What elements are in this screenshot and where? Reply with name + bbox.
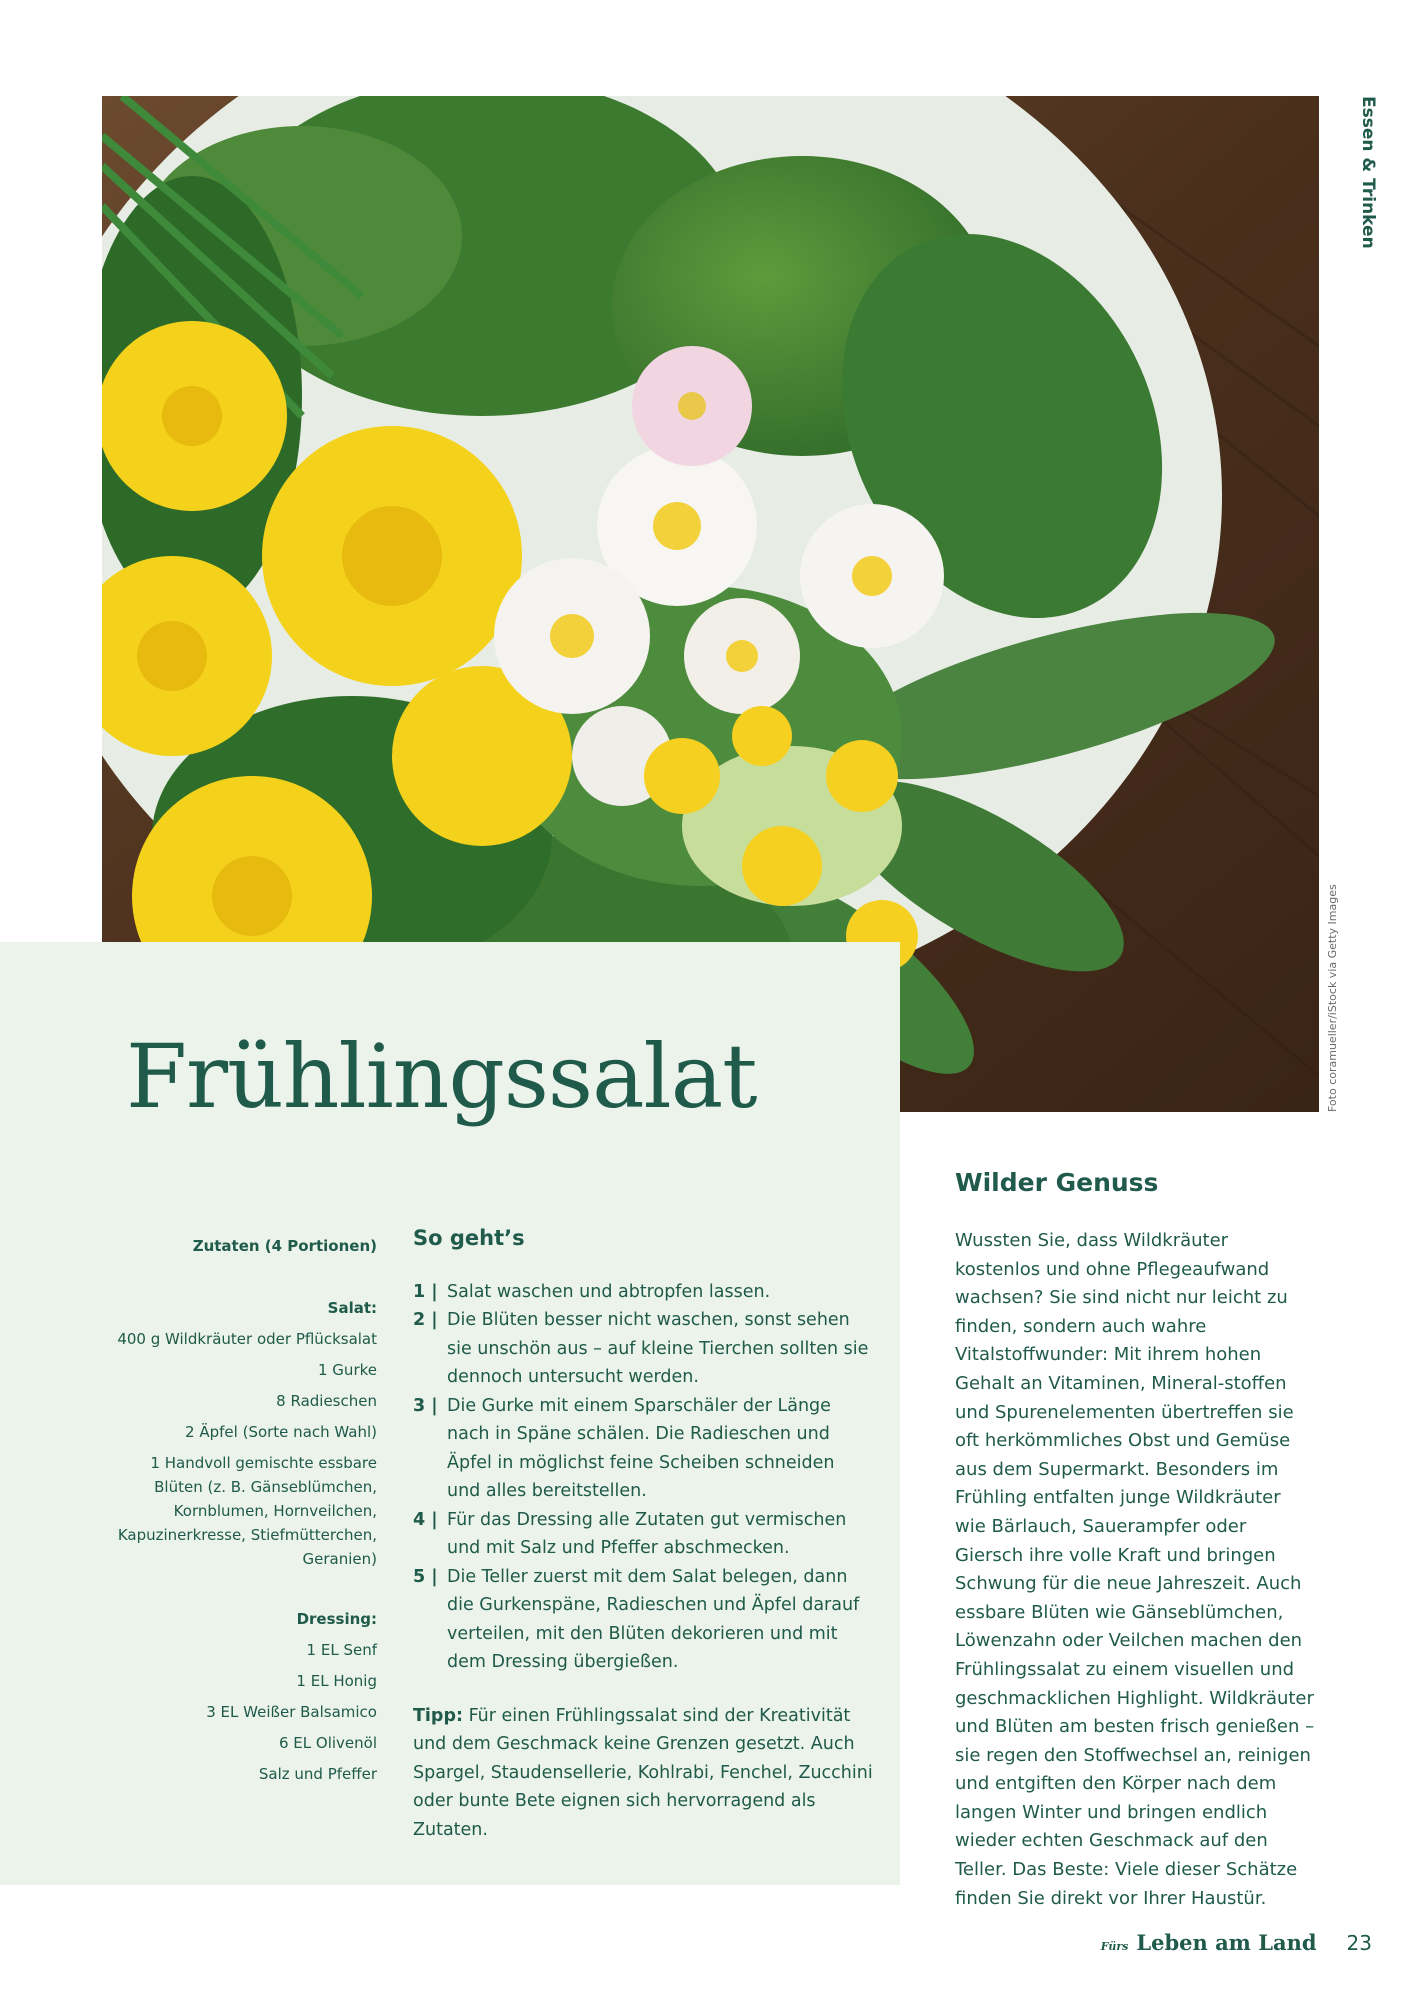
step-text: Für das Dressing alle Zutaten gut vermischen und mit Salz und Pfeffer abschmecken. (447, 1509, 847, 1558)
ingredients-heading: Zutaten (4 Portionen) (192, 1237, 377, 1255)
method-heading: So geht’s (413, 1226, 525, 1250)
dressing-item: 1 EL Honig (296, 1672, 377, 1690)
ingredient-item: 400 g Wildkräuter oder Pflücksalat (117, 1330, 377, 1348)
method-step (413, 1506, 873, 1563)
step-text: Die Gurke mit einem Sparschäler der Länge nach in Späne schälen. Die Radieschen und Äpfel in möglichst feine Scheiben schneiden und alles bereitstellen. (447, 1395, 835, 1501)
method-step (413, 1306, 873, 1392)
method-step (413, 1278, 873, 1307)
dressing-item: 1 EL Senf (306, 1641, 377, 1659)
page-footer (1101, 1930, 1372, 1955)
step-number: 5 | (413, 1566, 438, 1587)
article-column (955, 1168, 1315, 1913)
dressing-item: 6 EL Olivenöl (278, 1734, 377, 1752)
magazine-brand: Leben am Land (1136, 1930, 1317, 1955)
salat-heading: Salat: (327, 1299, 377, 1317)
step-text: Die Blüten besser nicht waschen, sonst sehen sie unschön aus – auf kleine Tierchen sollten sie dennoch untersucht werden. (447, 1310, 869, 1387)
ingredient-item: 2 Äpfel (Sorte nach Wahl) (185, 1423, 377, 1441)
ingredient-item: 8 Radieschen (276, 1392, 377, 1410)
article-heading: Wilder Genuss (955, 1168, 1159, 1197)
method-column (413, 1224, 873, 1844)
tip-label: Tipp: (413, 1705, 463, 1726)
section-label: Essen & Trinken (1358, 96, 1378, 249)
ingredients-column (100, 1234, 377, 1786)
step-text: Die Teller zuerst mit dem Salat belegen, dann die Gurkenspäne, Radieschen und Äpfel darauf verteilen, mit den Blüten dekorieren und mit dem Dressing übergießen. (447, 1566, 860, 1672)
page-number: 23 (1346, 1931, 1372, 1955)
step-text: Salat waschen und abtropfen lassen. (447, 1281, 771, 1302)
ingredient-item: 1 Gurke (318, 1361, 377, 1379)
article-body: Wussten Sie, dass Wildkräuter kostenlos und ohne Pflegeaufwand wachsen? Sie sind nicht nur leicht zu finden, sondern auch wahre Vitalstoffwunder: Mit ihrem hohen Gehalt an Vitaminen, Mineral-stoffen und Spurenelementen übertreffen sie oft herkömmliches Obst und Gemüse aus dem Supermarkt. Besonders im Frühling entfalten junge Wildkräuter wie Bärlauch, Sauerampfer oder Giersch ihre volle Kraft und bringen Schwung für die neue Jahreszeit. Auch essbare Blüten wie Gänseblümchen, Löwenzahn oder Veilchen machen den Frühlingssalat zu einem visuellen und geschmacklichen Highlight. Wildkräuter und Blüten am besten frisch genießen – sie regen den Stoffwechsel an, reinigen und entgiften den Körper nach dem langen Winter und bringen endlich wieder echten Geschmack auf den Teller. Das Beste: Viele dieser Schätze finden Sie direkt vor Ihrer Haustür. (955, 1230, 1315, 1909)
method-step (413, 1392, 873, 1506)
step-number: 2 | (413, 1310, 438, 1330)
ingredient-item: 1 Handvoll gemischte essbare Blüten (z. B. Gänseblümchen, Kornblumen, Hornveilchen, Kapuzinerkresse, Stiefmütterchen, Geranien) (117, 1454, 377, 1568)
method-step (413, 1563, 873, 1677)
tip-paragraph (413, 1702, 873, 1845)
recipe-title: Frühlingssalat (126, 1025, 757, 1128)
photo-credit: Foto coramueller/iStock via Getty Images (1326, 884, 1339, 1112)
step-number: 4 | (413, 1509, 438, 1530)
tip-text: Für einen Frühlingssalat sind der Kreativität und dem Geschmack keine Grenzen gesetzt. Auch Spargel, Staudensellerie, Kohlrabi, Fenchel, Zucchini oder bunte Bete eignen sich hervorragend als Zutaten. (413, 1705, 873, 1840)
brand-prefix: Fürs (1100, 1940, 1129, 1953)
step-number: 1 | (413, 1281, 438, 1302)
dressing-item: 3 EL Weißer Balsamico (206, 1703, 377, 1721)
dressing-item: Salz und Pfeffer (258, 1765, 377, 1783)
dressing-heading: Dressing: (296, 1610, 377, 1628)
step-number: 3 | (413, 1395, 438, 1416)
